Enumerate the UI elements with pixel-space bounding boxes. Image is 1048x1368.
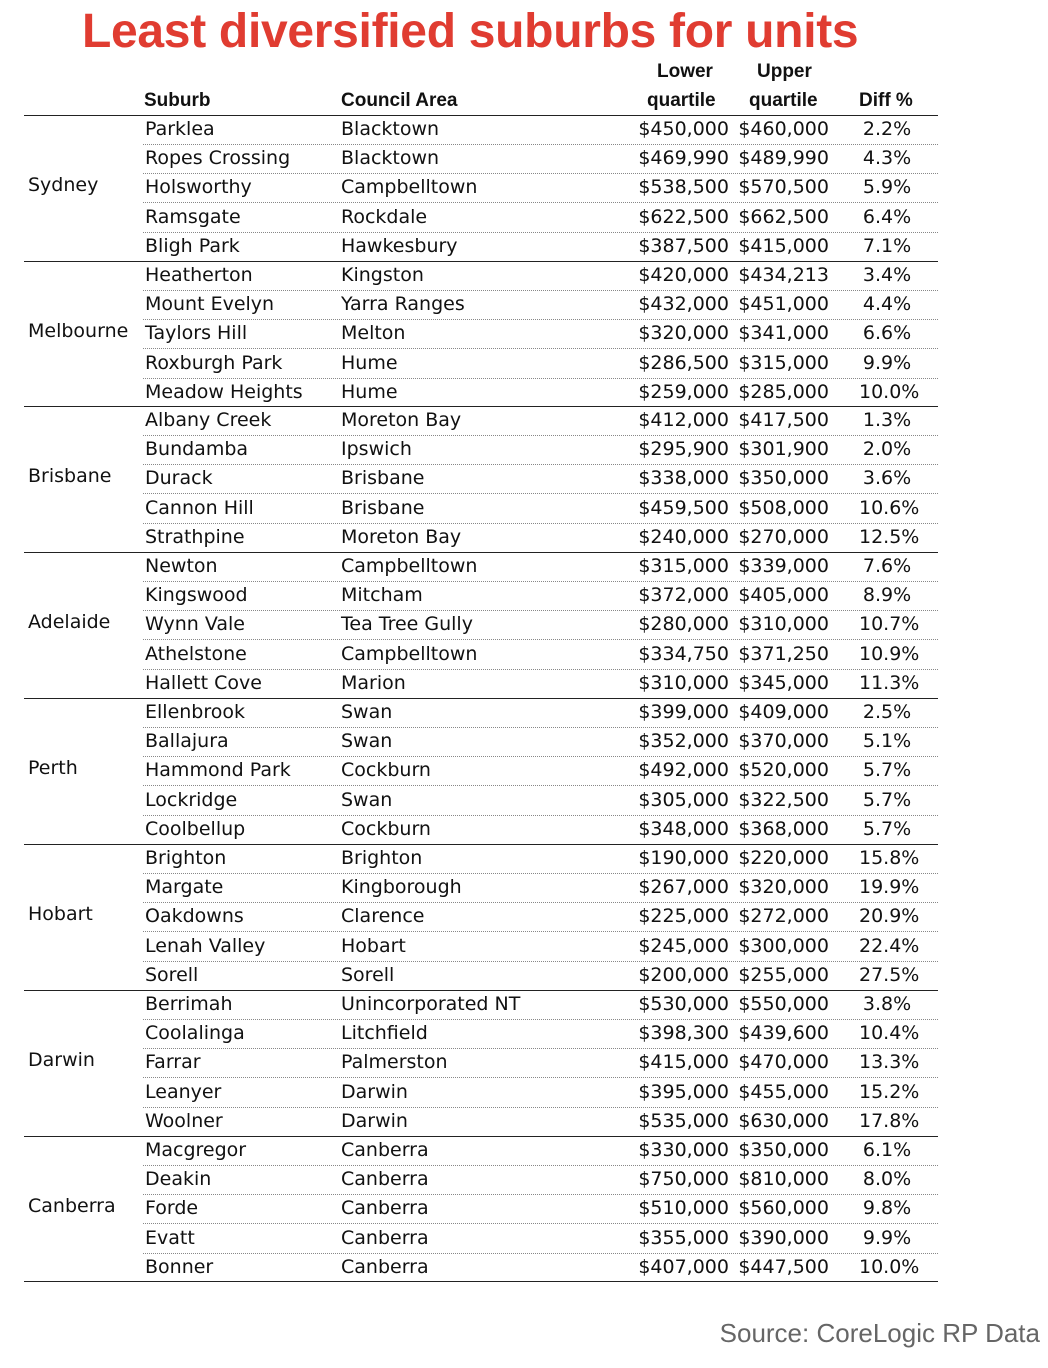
council-area-cell: Darwin <box>341 1080 408 1103</box>
council-area-cell: Kingston <box>341 264 424 286</box>
table-row <box>143 378 938 407</box>
upper-quartile-cell: $439,600 <box>738 1022 829 1045</box>
council-area-cell: Clarence <box>341 905 425 928</box>
diff-percent-cell: 17.8% <box>859 1109 920 1132</box>
table-row <box>143 844 938 874</box>
city-label: Sydney <box>28 174 99 197</box>
upper-quartile-cell: $310,000 <box>738 613 829 636</box>
suburb-cell: Cannon Hill <box>145 496 254 519</box>
lower-quartile-cell: $432,000 <box>638 293 729 316</box>
table-row <box>143 756 938 786</box>
city-label: Brisbane <box>28 465 112 488</box>
lower-quartile-cell: $420,000 <box>638 264 729 286</box>
diff-percent-cell: 6.4% <box>862 205 912 228</box>
diff-percent-cell: 10.7% <box>859 613 920 636</box>
suburb-cell: Oakdowns <box>145 905 244 928</box>
lower-quartile-cell: $372,000 <box>638 584 729 607</box>
diff-percent-cell: 15.8% <box>859 847 920 869</box>
lower-quartile-cell: $334,750 <box>638 642 729 665</box>
council-area-cell: Moreton Bay <box>341 409 462 431</box>
upper-quartile-cell: $489,990 <box>738 147 829 170</box>
table-row <box>143 290 938 320</box>
suburb-cell: Meadow Heights <box>145 380 303 403</box>
lower-quartile-cell: $398,300 <box>638 1022 729 1045</box>
upper-quartile-cell: $405,000 <box>738 584 829 607</box>
council-area-cell: Campbelltown <box>341 642 478 665</box>
diff-percent-cell: 10.6% <box>859 496 920 519</box>
upper-quartile-cell: $451,000 <box>738 293 829 316</box>
suburb-cell: Lockridge <box>145 788 238 811</box>
council-area-cell: Cockburn <box>341 759 431 782</box>
table-row <box>143 435 938 465</box>
diff-percent-cell: 12.5% <box>859 525 920 548</box>
council-area-cell: Swan <box>341 788 393 811</box>
suburb-cell: Woolner <box>145 1109 223 1132</box>
lower-quartile-cell: $750,000 <box>638 1168 729 1191</box>
council-area-cell: Sorell <box>341 963 395 986</box>
council-area-cell: Campbelltown <box>341 555 478 577</box>
upper-quartile-cell: $339,000 <box>738 555 829 577</box>
lower-quartile-cell: $492,000 <box>638 759 729 782</box>
lower-quartile-cell: $535,000 <box>638 1109 729 1132</box>
upper-quartile-cell: $272,000 <box>738 905 829 928</box>
table-row <box>143 203 938 233</box>
city-label: Canberra <box>28 1195 116 1218</box>
table-row <box>143 669 938 698</box>
suburb-cell: Macgregor <box>145 1139 247 1161</box>
council-area-cell: Rockdale <box>341 205 428 228</box>
suburb-cell: Bligh Park <box>145 234 240 257</box>
upper-quartile-cell: $409,000 <box>738 701 829 723</box>
table-row <box>143 961 938 990</box>
suburb-cell: Coolbellup <box>145 817 246 840</box>
suburb-cell: Coolalinga <box>145 1022 245 1045</box>
table-row <box>143 1048 938 1078</box>
suburb-cell: Kingswood <box>145 584 248 607</box>
diff-percent-cell: 3.4% <box>862 264 912 286</box>
diff-percent-cell: 20.9% <box>859 905 920 928</box>
diff-percent-cell: 5.1% <box>862 730 912 753</box>
table-row <box>143 610 938 640</box>
city-label: Darwin <box>28 1049 95 1072</box>
council-area-cell: Marion <box>341 671 406 694</box>
header-lower-bottom: quartile <box>647 90 716 111</box>
suburb-cell: Margate <box>145 876 224 899</box>
lower-quartile-cell: $190,000 <box>638 847 729 869</box>
suburb-cell: Mount Evelyn <box>145 293 275 316</box>
table-row <box>143 261 938 291</box>
suburb-cell: Roxburgh Park <box>145 351 283 374</box>
source-note: Source: CoreLogic RP Data <box>719 1318 1040 1348</box>
upper-quartile-cell: $447,500 <box>738 1255 829 1278</box>
diff-percent-cell: 15.2% <box>859 1080 920 1103</box>
upper-quartile-cell: $520,000 <box>738 759 829 782</box>
suburb-cell: Hallett Cove <box>145 671 262 694</box>
upper-quartile-cell: $350,000 <box>738 467 829 490</box>
lower-quartile-cell: $622,500 <box>638 205 729 228</box>
suburb-cell: Bonner <box>145 1255 214 1278</box>
table-row <box>143 523 938 552</box>
header-lower-top: Lower <box>657 61 713 82</box>
upper-quartile-cell: $370,000 <box>738 730 829 753</box>
suburb-cell: Newton <box>145 555 218 577</box>
council-area-cell: Kingborough <box>341 876 462 899</box>
diff-percent-cell: 4.4% <box>862 293 912 316</box>
council-area-cell: Unincorporated NT <box>341 993 521 1015</box>
diff-percent-cell: 22.4% <box>859 934 920 957</box>
diff-percent-cell: 7.6% <box>862 555 912 577</box>
diff-percent-cell: 6.6% <box>862 322 912 345</box>
diff-percent-cell: 19.9% <box>859 876 920 899</box>
lower-quartile-cell: $280,000 <box>638 613 729 636</box>
diff-percent-cell: 10.9% <box>859 642 920 665</box>
diff-percent-cell: 8.0% <box>862 1168 912 1191</box>
lower-quartile-cell: $259,000 <box>638 380 729 403</box>
upper-quartile-cell: $220,000 <box>738 847 829 869</box>
header-upper-top: Upper <box>757 61 812 82</box>
diff-percent-cell: 27.5% <box>859 963 920 986</box>
table-row <box>143 698 938 728</box>
upper-quartile-cell: $350,000 <box>738 1139 829 1161</box>
suburb-cell: Evatt <box>145 1226 195 1249</box>
upper-quartile-cell: $415,000 <box>738 234 829 257</box>
table-row <box>143 990 938 1020</box>
upper-quartile-cell: $470,000 <box>738 1051 829 1074</box>
table-row <box>143 494 938 524</box>
diff-percent-cell: 4.3% <box>862 147 912 170</box>
table-row <box>143 232 938 261</box>
table-row <box>143 464 938 494</box>
lower-quartile-cell: $399,000 <box>638 701 729 723</box>
suburb-cell: Ballajura <box>145 730 229 753</box>
upper-quartile-cell: $417,500 <box>738 409 829 431</box>
lower-quartile-cell: $267,000 <box>638 876 729 899</box>
upper-quartile-cell: $455,000 <box>738 1080 829 1103</box>
table-row <box>143 1253 938 1282</box>
suburb-cell: Heatherton <box>145 264 253 286</box>
table-row <box>143 786 938 816</box>
diff-percent-cell: 1.3% <box>862 409 912 431</box>
diff-percent-cell: 5.7% <box>862 759 912 782</box>
diff-percent-cell: 2.5% <box>862 701 912 723</box>
lower-quartile-cell: $450,000 <box>638 118 729 140</box>
suburb-cell: Durack <box>145 467 213 490</box>
council-area-cell: Campbelltown <box>341 176 478 199</box>
council-area-cell: Swan <box>341 730 393 753</box>
suburb-cell: Leanyer <box>145 1080 222 1103</box>
table-row <box>143 1019 938 1049</box>
council-area-cell: Hawkesbury <box>341 234 458 257</box>
upper-quartile-cell: $322,500 <box>738 788 829 811</box>
lower-quartile-cell: $387,500 <box>638 234 729 257</box>
upper-quartile-cell: $630,000 <box>738 1109 829 1132</box>
council-area-cell: Cockburn <box>341 817 431 840</box>
upper-quartile-cell: $300,000 <box>738 934 829 957</box>
diff-percent-cell: 2.0% <box>862 438 912 461</box>
council-area-cell: Canberra <box>341 1168 429 1191</box>
upper-quartile-cell: $550,000 <box>738 993 829 1015</box>
header-suburb: Suburb <box>144 90 211 111</box>
diff-percent-cell: 5.9% <box>862 176 912 199</box>
diff-percent-cell: 3.6% <box>862 467 912 490</box>
diff-percent-cell: 5.7% <box>862 788 912 811</box>
suburb-cell: Forde <box>145 1197 199 1220</box>
lower-quartile-cell: $330,000 <box>638 1139 729 1161</box>
lower-quartile-cell: $415,000 <box>638 1051 729 1074</box>
table-row <box>143 115 938 145</box>
diff-percent-cell: 13.3% <box>859 1051 920 1074</box>
council-area-cell: Canberra <box>341 1139 429 1161</box>
lower-quartile-cell: $412,000 <box>638 409 729 431</box>
diff-percent-cell: 9.8% <box>862 1197 912 1220</box>
lower-quartile-cell: $315,000 <box>638 555 729 577</box>
lower-quartile-cell: $407,000 <box>638 1255 729 1278</box>
lower-quartile-cell: $355,000 <box>638 1226 729 1249</box>
upper-quartile-cell: $255,000 <box>738 963 829 986</box>
council-area-cell: Ipswich <box>341 438 412 461</box>
suburb-cell: Parklea <box>145 118 215 140</box>
lower-quartile-cell: $395,000 <box>638 1080 729 1103</box>
diff-percent-cell: 10.0% <box>859 380 920 403</box>
council-area-cell: Tea Tree Gully <box>341 613 473 636</box>
council-area-cell: Litchfield <box>341 1022 428 1045</box>
council-area-cell: Yarra Ranges <box>341 293 465 316</box>
table-row <box>143 873 938 903</box>
diff-percent-cell: 3.8% <box>862 993 912 1015</box>
council-area-cell: Canberra <box>341 1255 429 1278</box>
suburb-cell: Berrimah <box>145 993 233 1015</box>
header-diff: Diff % <box>859 90 913 111</box>
lower-quartile-cell: $530,000 <box>638 993 729 1015</box>
upper-quartile-cell: $508,000 <box>738 496 829 519</box>
upper-quartile-cell: $570,500 <box>738 176 829 199</box>
table-row <box>143 1107 938 1136</box>
lower-quartile-cell: $459,500 <box>638 496 729 519</box>
suburb-cell: Strathpine <box>145 525 245 548</box>
council-area-cell: Brisbane <box>341 496 425 519</box>
lower-quartile-cell: $245,000 <box>638 934 729 957</box>
council-area-cell: Brighton <box>341 847 423 869</box>
council-area-cell: Blacktown <box>341 118 440 140</box>
suburb-cell: Farrar <box>145 1051 201 1074</box>
council-area-cell: Hobart <box>341 934 406 957</box>
table-row <box>143 144 938 174</box>
suburb-cell: Deakin <box>145 1168 212 1191</box>
council-area-cell: Canberra <box>341 1197 429 1220</box>
council-area-cell: Canberra <box>341 1226 429 1249</box>
table-row <box>143 727 938 757</box>
diff-percent-cell: 11.3% <box>859 671 920 694</box>
table-row <box>143 552 938 582</box>
council-area-cell: Brisbane <box>341 467 425 490</box>
diff-percent-cell: 9.9% <box>862 1226 912 1249</box>
upper-quartile-cell: $434,213 <box>738 264 829 286</box>
lower-quartile-cell: $352,000 <box>638 730 729 753</box>
lower-quartile-cell: $240,000 <box>638 525 729 548</box>
table-row <box>143 640 938 670</box>
table-row <box>143 173 938 203</box>
table-row <box>143 932 938 962</box>
council-area-cell: Blacktown <box>341 147 440 170</box>
table-row <box>143 319 938 349</box>
council-area-cell: Hume <box>341 380 398 403</box>
upper-quartile-cell: $320,000 <box>738 876 829 899</box>
upper-quartile-cell: $810,000 <box>738 1168 829 1191</box>
diff-percent-cell: 10.0% <box>859 1255 920 1278</box>
council-area-cell: Melton <box>341 322 406 345</box>
suburb-cell: Brighton <box>145 847 227 869</box>
city-label: Perth <box>28 757 78 780</box>
lower-quartile-cell: $538,500 <box>638 176 729 199</box>
suburb-cell: Holsworthy <box>145 176 252 199</box>
city-label: Adelaide <box>28 611 111 634</box>
suburb-cell: Hammond Park <box>145 759 291 782</box>
upper-quartile-cell: $460,000 <box>738 118 829 140</box>
suburb-cell: Ramsgate <box>145 205 241 228</box>
suburb-cell: Ropes Crossing <box>145 147 291 170</box>
diff-percent-cell: 8.9% <box>862 584 912 607</box>
lower-quartile-cell: $225,000 <box>638 905 729 928</box>
diff-percent-cell: 5.7% <box>862 817 912 840</box>
suburb-cell: Sorell <box>145 963 199 986</box>
lower-quartile-cell: $469,990 <box>638 147 729 170</box>
upper-quartile-cell: $368,000 <box>738 817 829 840</box>
council-area-cell: Darwin <box>341 1109 408 1132</box>
diff-percent-cell: 6.1% <box>862 1139 912 1161</box>
suburb-cell: Lenah Valley <box>145 934 266 957</box>
diff-percent-cell: 10.4% <box>859 1022 920 1045</box>
diff-percent-cell: 9.9% <box>862 351 912 374</box>
lower-quartile-cell: $338,000 <box>638 467 729 490</box>
suburb-cell: Albany Creek <box>145 409 272 431</box>
council-area-cell: Palmerston <box>341 1051 448 1074</box>
header-upper-bottom: quartile <box>749 90 818 111</box>
table-row <box>143 1194 938 1224</box>
council-area-cell: Moreton Bay <box>341 525 462 548</box>
table-row <box>143 349 938 379</box>
lower-quartile-cell: $286,500 <box>638 351 729 374</box>
lower-quartile-cell: $305,000 <box>638 788 729 811</box>
page-title: Least diversified suburbs for units <box>82 5 859 58</box>
suburb-cell: Taylors Hill <box>145 322 248 345</box>
table-row <box>143 815 938 844</box>
council-area-cell: Mitcham <box>341 584 423 607</box>
upper-quartile-cell: $341,000 <box>738 322 829 345</box>
table-row <box>143 581 938 611</box>
table-bottom-rule <box>24 1281 938 1282</box>
upper-quartile-cell: $390,000 <box>738 1226 829 1249</box>
table-row <box>143 902 938 932</box>
upper-quartile-cell: $315,000 <box>738 351 829 374</box>
diff-percent-cell: 7.1% <box>862 234 912 257</box>
suburb-cell: Ellenbrook <box>145 701 246 723</box>
upper-quartile-cell: $270,000 <box>738 525 829 548</box>
lower-quartile-cell: $510,000 <box>638 1197 729 1220</box>
upper-quartile-cell: $560,000 <box>738 1197 829 1220</box>
suburb-cell: Wynn Vale <box>145 613 245 636</box>
suburb-cell: Athelstone <box>145 642 247 665</box>
city-label: Hobart <box>28 903 93 926</box>
upper-quartile-cell: $301,900 <box>738 438 829 461</box>
table-row <box>143 1224 938 1254</box>
lower-quartile-cell: $295,900 <box>638 438 729 461</box>
council-area-cell: Hume <box>341 351 398 374</box>
upper-quartile-cell: $285,000 <box>738 380 829 403</box>
suburb-cell: Bundamba <box>145 438 249 461</box>
table-row <box>143 406 938 436</box>
table-row <box>143 1136 938 1166</box>
header-council-area: Council Area <box>341 90 458 111</box>
city-label: Melbourne <box>28 320 129 343</box>
council-area-cell: Swan <box>341 701 393 723</box>
upper-quartile-cell: $345,000 <box>738 671 829 694</box>
upper-quartile-cell: $662,500 <box>738 205 829 228</box>
lower-quartile-cell: $320,000 <box>638 322 729 345</box>
lower-quartile-cell: $310,000 <box>638 671 729 694</box>
lower-quartile-cell: $348,000 <box>638 817 729 840</box>
lower-quartile-cell: $200,000 <box>638 963 729 986</box>
table-row <box>143 1078 938 1108</box>
upper-quartile-cell: $371,250 <box>738 642 829 665</box>
table-row <box>143 1165 938 1195</box>
diff-percent-cell: 2.2% <box>862 118 912 140</box>
